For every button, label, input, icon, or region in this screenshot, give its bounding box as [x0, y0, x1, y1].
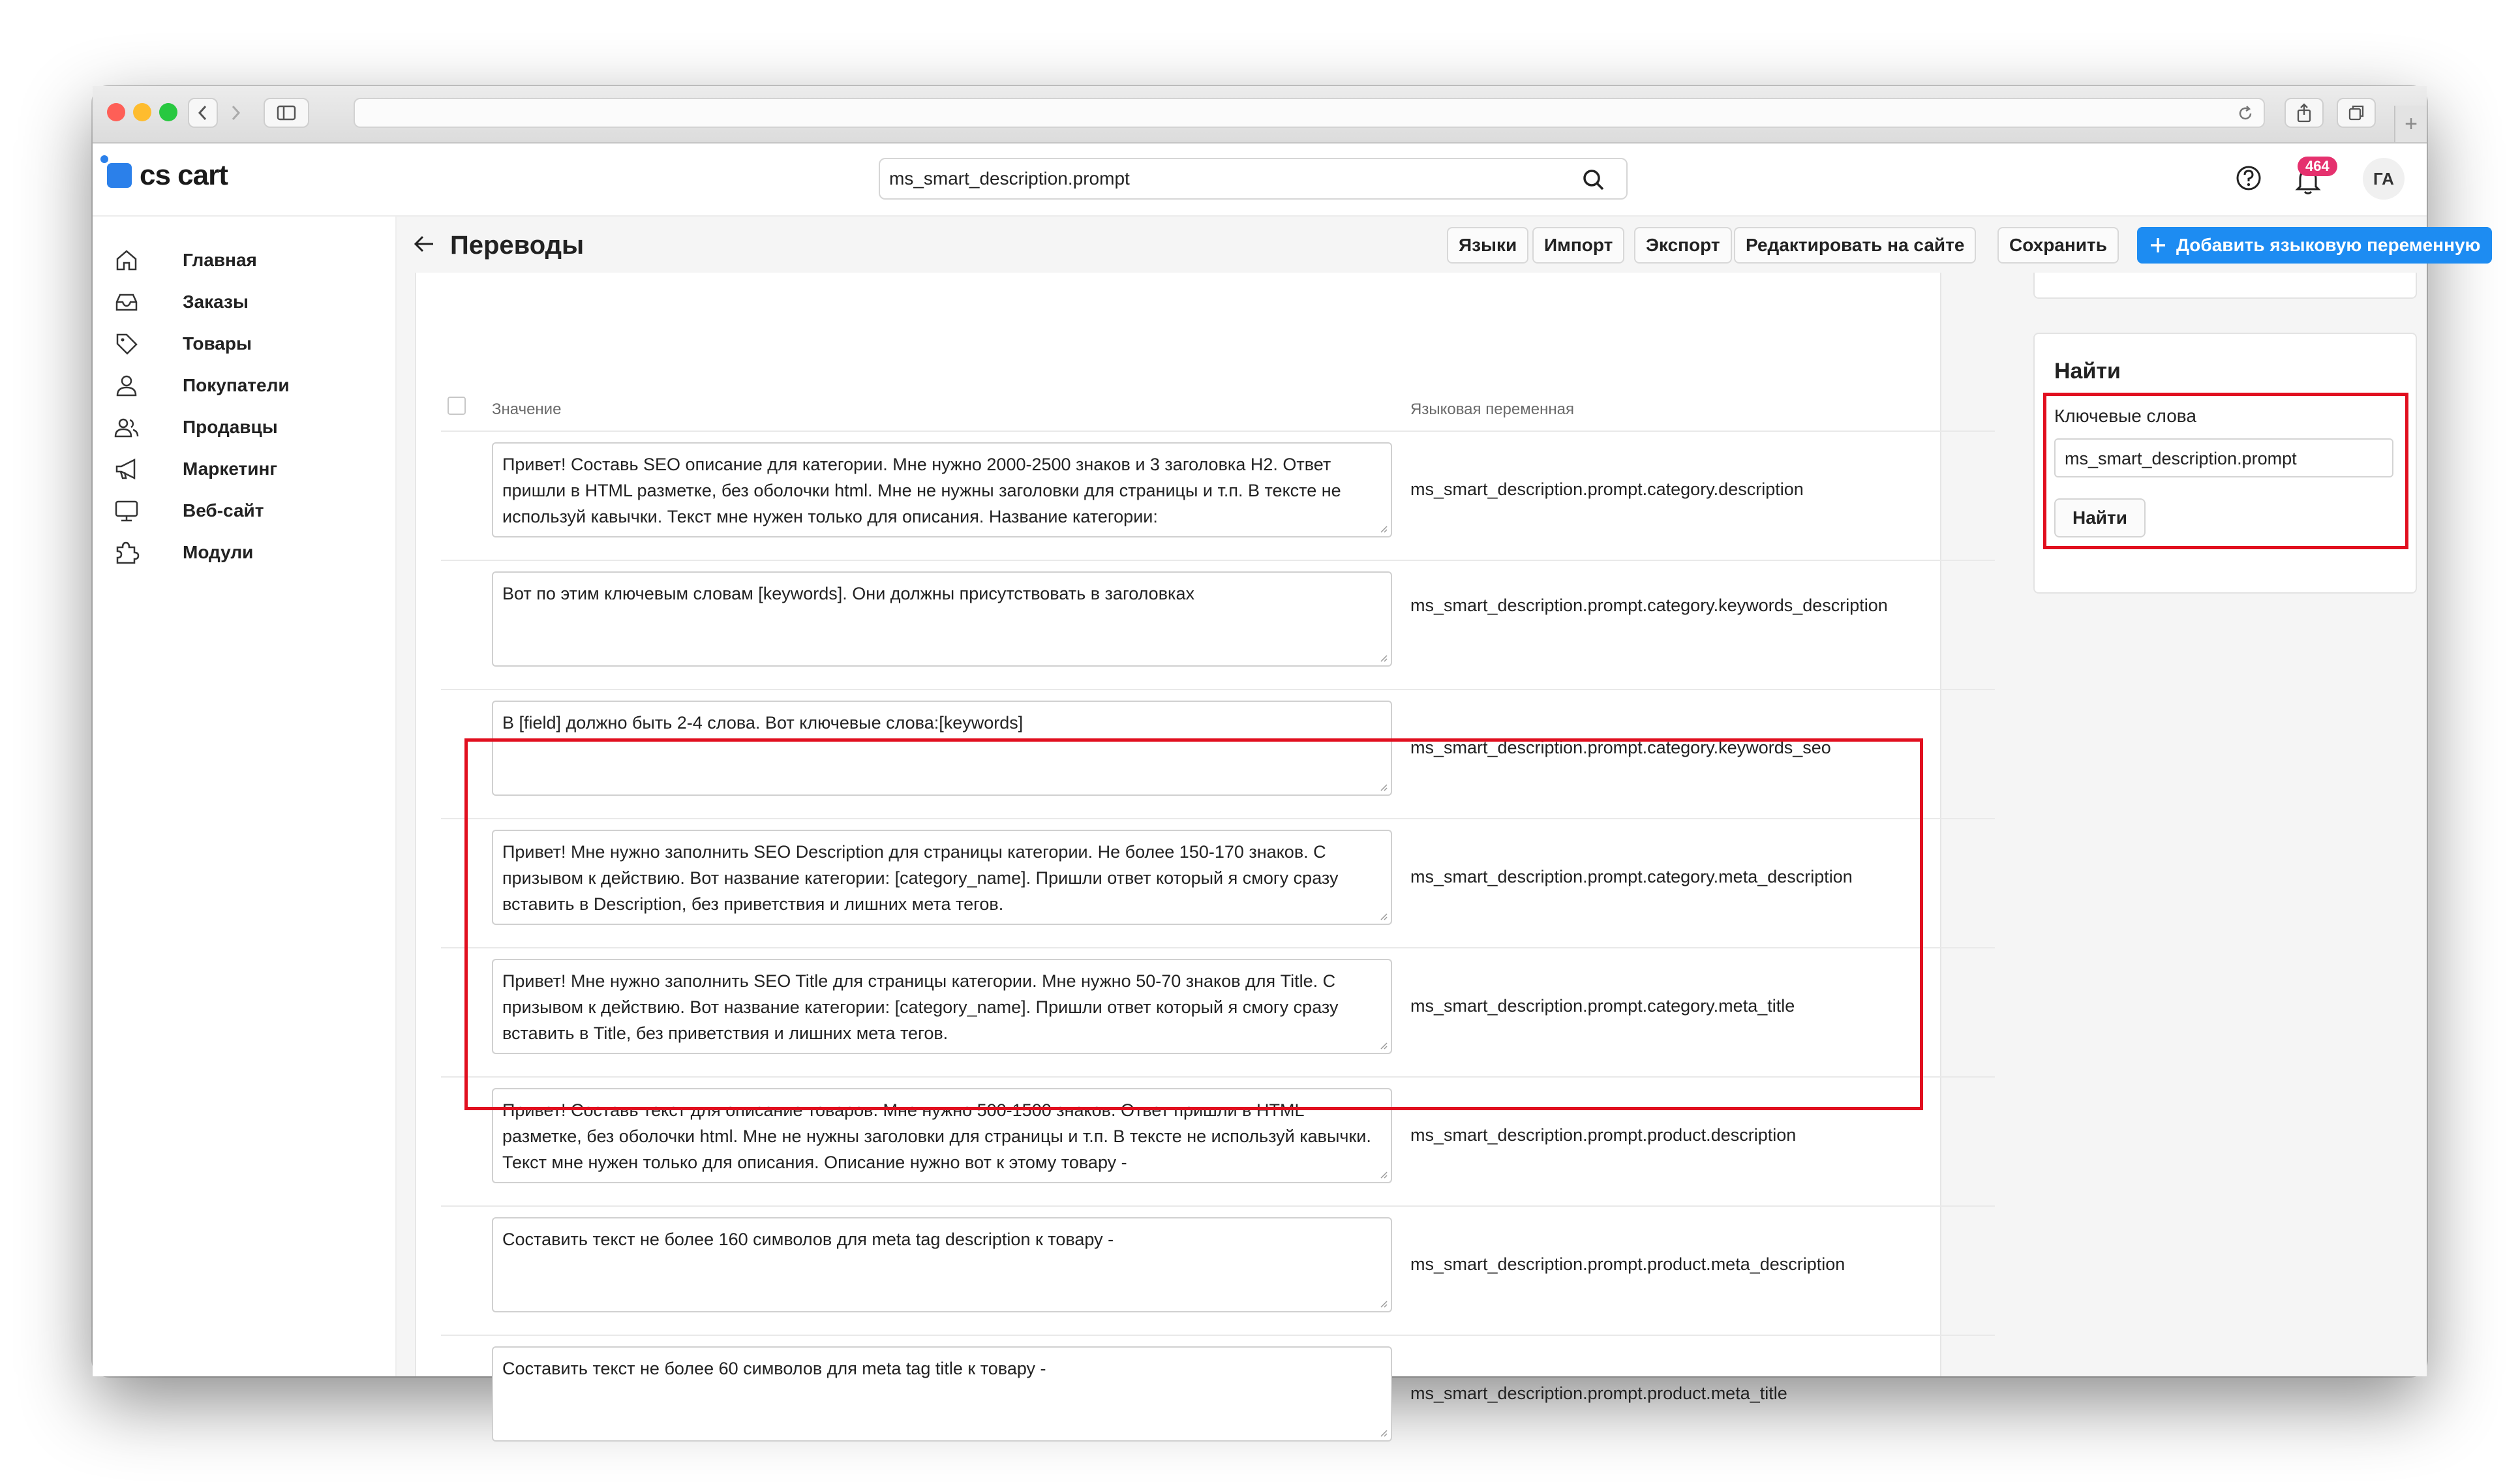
translation-value-text: Вот по этим ключевым словам [keywords]. Они должны присутствовать в заголовках — [502, 584, 1194, 603]
search-panel-title: Найти — [2054, 359, 2121, 384]
sidebar-toggle-button[interactable] — [264, 98, 309, 128]
sidebar-item-label: Заказы — [183, 292, 249, 312]
cs-cart-logo[interactable] — [107, 159, 228, 192]
edit-on-site-button[interactable]: Редактировать на сайте — [1734, 227, 1976, 264]
row-divider — [441, 689, 1995, 690]
user-avatar[interactable]: ГА — [2363, 158, 2405, 200]
tag-icon — [114, 331, 140, 357]
reload-icon[interactable] — [2236, 104, 2254, 123]
logo-text: cs cart — [140, 159, 228, 191]
notifications-badge: 464 — [2298, 157, 2337, 176]
sidebar-item-orders[interactable] — [112, 286, 249, 318]
right-panel-top — [2033, 273, 2417, 299]
translation-value-textarea[interactable] — [492, 571, 1392, 667]
plus-icon — [2149, 236, 2167, 254]
translation-value-text: В [field] должно быть 2-4 слова. Вот ключевые слова:[keywords] — [502, 713, 1024, 733]
sidebar-item-label: Маркетинг — [183, 459, 278, 479]
translation-value-textarea[interactable] — [492, 442, 1392, 537]
column-header-variable: Языковая переменная — [1410, 401, 1574, 418]
row-divider — [441, 1335, 1995, 1336]
column-header-value: Значение — [492, 401, 562, 418]
add-language-variable-button[interactable] — [2137, 227, 2492, 264]
translation-value-text: Составить текст не более 60 символов для meta tag title к товару - — [502, 1359, 1046, 1378]
share-button[interactable] — [2285, 98, 2324, 128]
translation-value-text: Привет! Составь текст для описание товаров. Мне нужно 500-1500 знаков. Ответ пришли в HTML разметке, без оболочки html. Мне не нужны заголовки для страницы и т.п. В тексте не используй кавычки. Текст мне нужен только для описания. Описание нужно вот к этому товару - — [502, 1100, 1371, 1172]
find-button[interactable]: Найти — [2054, 498, 2146, 537]
language-variable-name: ms_smart_description.prompt.category.description — [1410, 479, 1804, 499]
sidebar-item-products[interactable] — [112, 327, 252, 360]
global-search-input[interactable] — [879, 158, 1628, 200]
add-language-variable-label: Добавить языковую переменную — [2176, 235, 2481, 255]
tabs-icon — [2347, 104, 2365, 122]
translation-value-text: Привет! Мне нужно заполнить SEO Description для страницы категории. Не более 150-170 знаков. С призывом к действию. Вот название категории: [category_name]. Пришли ответ который я смогу сразу вставить в Description, без приветствия и лишних мета тегов. — [502, 842, 1339, 914]
minimize-window-button[interactable] — [133, 103, 151, 121]
sidebar-item-label: Веб-сайт — [183, 500, 264, 521]
resize-grip-icon[interactable] — [1378, 523, 1388, 534]
sidebar-item-label: Товары — [183, 333, 252, 354]
select-all-checkbox[interactable] — [448, 397, 466, 415]
back-arrow-icon[interactable] — [411, 231, 437, 257]
sidebar-item-label: Покупатели — [183, 375, 290, 395]
row-divider — [441, 560, 1995, 561]
browser-toolbar — [93, 86, 2427, 144]
language-variable-name: ms_smart_description.prompt.category.meta_description — [1410, 867, 1853, 886]
language-variable-name: ms_smart_description.prompt.product.meta_description — [1410, 1254, 1845, 1274]
global-search-value: ms_smart_description.prompt — [889, 168, 1130, 189]
language-variable-name: ms_smart_description.prompt.category.keywords_description — [1410, 596, 1888, 615]
language-variable-name: ms_smart_description.prompt.category.keywords_seo — [1410, 738, 1831, 757]
export-button[interactable]: Экспорт — [1634, 227, 1732, 264]
home-icon — [114, 247, 140, 273]
megaphone-icon — [114, 456, 140, 482]
resize-grip-icon[interactable] — [1378, 1298, 1388, 1308]
translation-value-text: Привет! Составь SEO описание для категории. Мне нужно 2000-2500 знаков и 3 заголовка H2. Ответ пришли в HTML разметке, без оболочки html. Мне не нужны заголовки для страницы и т.п. В тексте не используй кавычки. Текст мне нужен только для описания. Название категории: — [502, 455, 1341, 526]
page-title: Переводы — [450, 231, 584, 260]
language-variable-name: ms_smart_description.prompt.product.description — [1410, 1125, 1797, 1145]
user-icon — [114, 372, 140, 399]
browser-forward-button[interactable] — [220, 98, 250, 128]
language-variable-name: ms_smart_description.prompt.product.meta_title — [1410, 1384, 1787, 1403]
tabs-overview-button[interactable] — [2337, 98, 2376, 128]
language-variable-name: ms_smart_description.prompt.category.meta_title — [1410, 996, 1795, 1016]
browser-back-button[interactable] — [188, 98, 218, 128]
sidebar-item-vendors[interactable] — [112, 411, 278, 444]
sidebar-item-customers[interactable] — [112, 369, 290, 402]
chevron-right-icon — [229, 104, 242, 122]
translation-value-textarea[interactable] — [492, 1217, 1392, 1312]
sidebar-item-addons[interactable] — [112, 536, 254, 569]
languages-button[interactable]: Языки — [1447, 227, 1528, 264]
users-icon — [114, 414, 140, 440]
help-icon[interactable] — [2234, 163, 2264, 193]
resize-grip-icon[interactable] — [1378, 652, 1388, 663]
row-divider — [441, 1205, 1995, 1207]
translation-value-text: Составить текст не более 160 символов для meta tag description к товару - — [502, 1230, 1114, 1249]
sidebar-icon — [277, 105, 296, 121]
monitor-icon — [114, 498, 140, 524]
app-header — [93, 144, 2427, 217]
highlight-box-rows — [464, 738, 1923, 1110]
sidebar-item-website[interactable] — [112, 494, 264, 527]
search-icon[interactable] — [1581, 167, 1607, 193]
puzzle-icon — [114, 539, 140, 566]
sidebar-item-marketing[interactable] — [112, 453, 278, 485]
share-icon — [2296, 103, 2312, 123]
import-button[interactable]: Импорт — [1532, 227, 1624, 264]
save-button[interactable]: Сохранить — [1997, 227, 2119, 264]
keywords-label: Ключевые слова — [2054, 406, 2196, 426]
translation-value-text: Привет! Мне нужно заполнить SEO Title для страницы категории. Мне нужно 50-70 знаков для Title. С призывом к действию. Вот название категории: [category_name]. Пришли ответ который я смогу сразу вставить в Title, без приветствия и лишних мета тегов. — [502, 971, 1339, 1043]
inbox-icon — [114, 289, 140, 315]
logo-mark-icon — [107, 163, 132, 188]
resize-grip-icon[interactable] — [1378, 1427, 1388, 1438]
page-header — [397, 217, 2481, 273]
translation-value-textarea[interactable] — [492, 1346, 1392, 1442]
sidebar-item-home[interactable] — [112, 244, 257, 277]
browser-window — [93, 86, 2481, 1403]
sidebar-item-label: Модули — [183, 542, 254, 562]
sidebar-item-label: Главная — [183, 250, 257, 270]
row-divider — [441, 431, 1995, 432]
address-bar[interactable] — [354, 98, 2265, 128]
highlight-box-search — [2043, 393, 2408, 549]
chevron-left-icon — [196, 104, 209, 122]
resize-grip-icon[interactable] — [1378, 1169, 1388, 1179]
keywords-input-value: ms_smart_description.prompt — [2065, 449, 2297, 468]
sidebar-item-label: Продавцы — [183, 417, 278, 437]
maximize-window-button[interactable] — [159, 103, 177, 121]
sidebar — [93, 217, 397, 1376]
new-tab-button[interactable]: + — [2394, 106, 2427, 142]
close-window-button[interactable] — [107, 103, 125, 121]
